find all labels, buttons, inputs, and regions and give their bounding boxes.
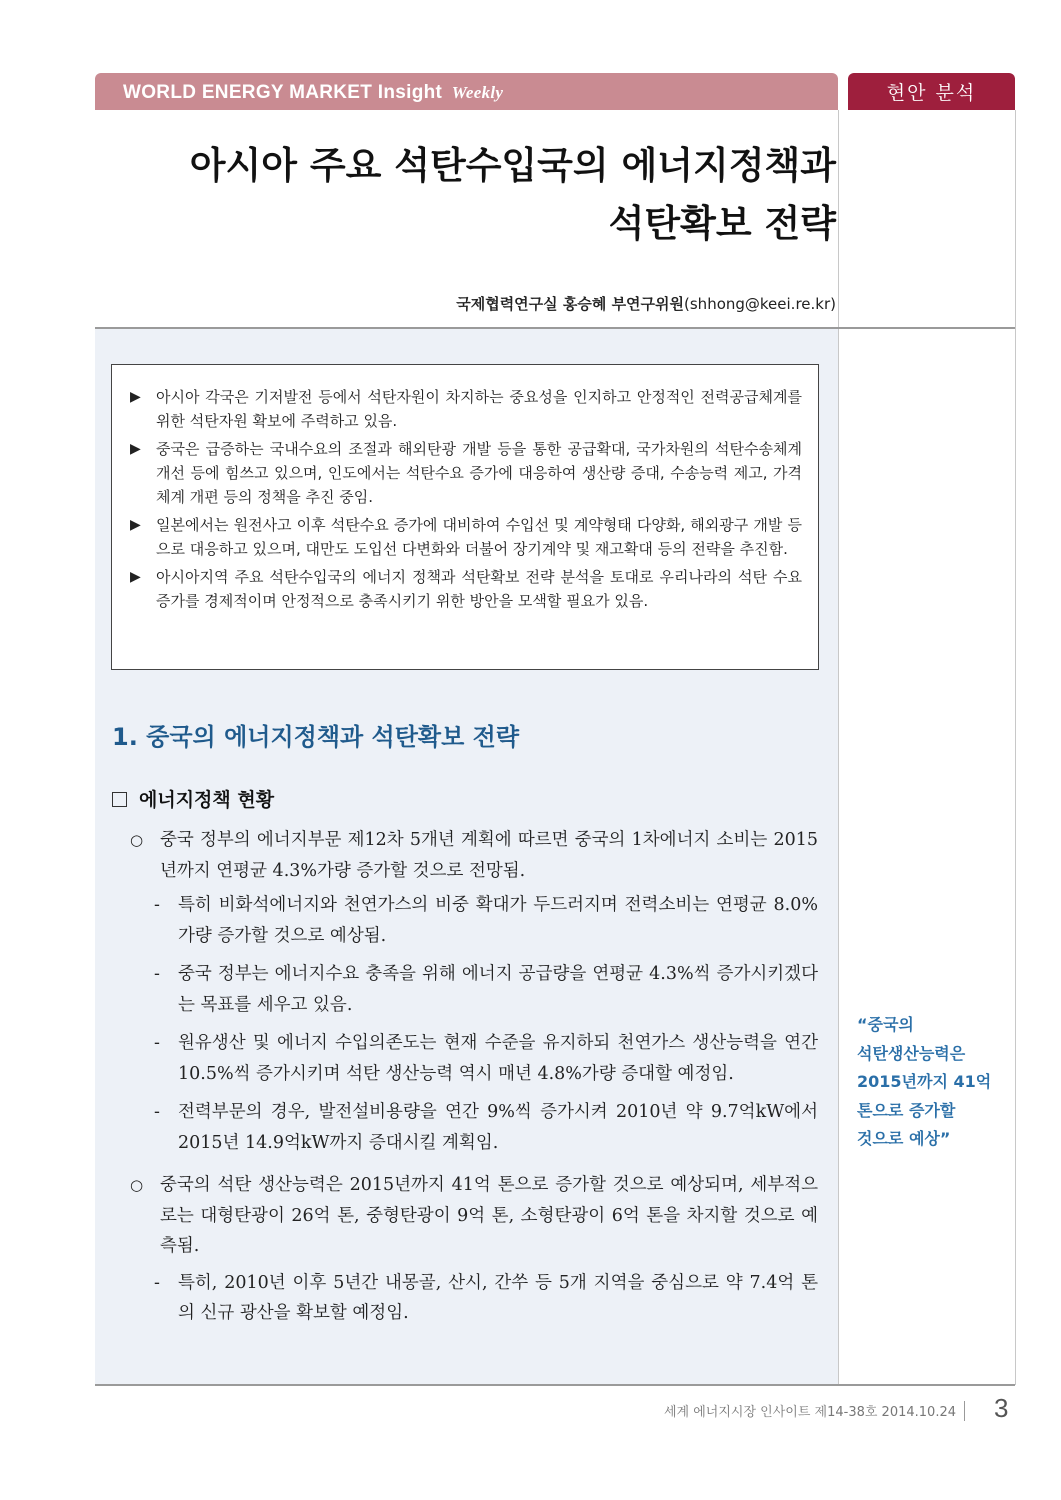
- pull-quote: “중국의 석탄생산능력은 2015년까지 41억 톤으로 증가할 것으로 예상”: [857, 1015, 992, 1148]
- author-name: 국제협력연구실 홍승혜 부연구위원: [456, 295, 685, 313]
- dash-marker: -: [154, 1033, 160, 1053]
- sub-bullet-item: - 특히 비화석에너지와 천연가스의 비중 확대가 두드러지며 전력소비는 연평균 8.0%가량 증가할 것으로 예상됨.: [154, 890, 818, 951]
- summary-box: [111, 364, 819, 670]
- dash-marker: -: [154, 1272, 160, 1293]
- bullet-item: ○ 중국 정부의 에너지부문 제12차 5개년 계획에 따르면 중국의 1차에너지 소비는 2015년까지 연평균 4.3%가량 증가할 것으로 전망됨.: [120, 825, 818, 886]
- triangle-bullet-icon: ▶: [130, 389, 141, 405]
- sub-bullet-item: - 원유생산 및 에너지 수입의존도는 현재 수준을 유지하되 천연가스 생산능력을 연간 10.5%씩 증가시키며 석탄 생산능력 역시 매년 4.8%가량 증대할 예정임.: [154, 1028, 818, 1089]
- bullet-item: ○ 중국의 석탄 생산능력은 2015년까지 41억 톤으로 증가할 것으로 예상되며, 세부적으로는 대형탄광이 26억 톤, 중형탄광이 9억 톤, 소형탄광이 6억 톤을 차지할 것으로 예측됨.: [120, 1170, 818, 1262]
- summary-item: ▶ 일본에서는 원전사고 이후 석탄수요 증가에 대비하여 수입선 및 계약형태 다양화, 해외광구 개발 등으로 대응하고 있으며, 대만도 도입선 다변화와 더불어 장기계약 및 재고확대 등의 전략을 추진함.: [130, 513, 802, 561]
- article-title-line2: 석탄확보 전략: [608, 202, 836, 245]
- weekly-label: Weekly: [451, 83, 504, 102]
- article-title-line1: 아시아 주요 석탄수입국의 에너지정책과: [189, 144, 836, 187]
- triangle-bullet-icon: ▶: [130, 517, 141, 533]
- sub-bullet-item: - 전력부문의 경우, 발전설비용량을 연간 9%씩 증가시켜 2010년 약 9.7억kW에서 2015년 14.9억kW까지 증대시킬 계획임.: [154, 1097, 818, 1158]
- circle-bullet-icon: ○: [130, 831, 144, 849]
- header-bar: [95, 73, 838, 110]
- divider-vertical-right: [1015, 110, 1016, 1385]
- author-email: (shhong@keei.re.kr): [684, 295, 836, 313]
- triangle-bullet-icon: ▶: [130, 441, 141, 457]
- page-number: 3: [994, 1393, 1009, 1423]
- checkbox-square-icon: [112, 792, 127, 807]
- sub-bullet-item: - 중국 정부는 에너지수요 충족을 위해 에너지 공급량을 연평균 4.3%씩 증가시키겠다는 목표를 세우고 있음.: [154, 959, 818, 1020]
- sub-bullet-item: - 특히, 2010년 이후 5년간 내몽골, 산시, 간쑤 등 5개 지역을 중심으로 약 7.4억 톤의 신규 광산을 확보할 예정임.: [154, 1268, 818, 1329]
- dash-marker: -: [154, 964, 160, 984]
- summary-item: ▶ 아시아 각국은 기저발전 등에서 석탄자원이 차지하는 중요성을 인지하고 안정적인 전력공급체계를 위한 석탄자원 확보에 주력하고 있음.: [130, 385, 802, 433]
- article-title: [190, 137, 836, 253]
- circle-bullet-icon: ○: [130, 1176, 144, 1194]
- footer-separator: [964, 1401, 965, 1421]
- triangle-bullet-icon: ▶: [130, 569, 141, 585]
- dash-marker: -: [154, 895, 160, 915]
- publication-brand: WORLD ENERGY MARKET Insight Weekly: [123, 82, 504, 103]
- subsection-title: 에너지정책 현황: [112, 785, 274, 812]
- body-text: [120, 825, 818, 1329]
- summary-item: ▶ 아시아지역 주요 석탄수입국의 에너지 정책과 석탄확보 전략 분석을 토대로 우리나라의 석탄 수요증가를 경제적이며 안정적으로 충족시키기 위한 방안을 모색할 필요가 있음.: [130, 565, 802, 613]
- footer-publication: 세계 에너지시장 인사이트 제14-38호 2014.10.24: [664, 1405, 956, 1420]
- footer: [664, 1401, 973, 1421]
- dash-marker: -: [154, 1102, 160, 1122]
- section-title: 1. 중국의 에너지정책과 석탄확보 전략: [112, 723, 519, 751]
- divider-vertical-left: [838, 110, 839, 1385]
- divider-bottom: [95, 1384, 1015, 1386]
- summary-item: ▶ 중국은 급증하는 국내수요의 조절과 해외탄광 개발 등을 통한 공급확대, 국가차원의 석탄수송체계 개선 등에 힘쓰고 있으며, 인도에서는 석탄수요 증가에 대응하여 생산량 증대, 수송능력 제고, 가격체계 개편 등의 정책을 추진 중임.: [130, 437, 802, 509]
- category-tag: 현안 분석: [848, 73, 1015, 110]
- author-line: [456, 293, 836, 314]
